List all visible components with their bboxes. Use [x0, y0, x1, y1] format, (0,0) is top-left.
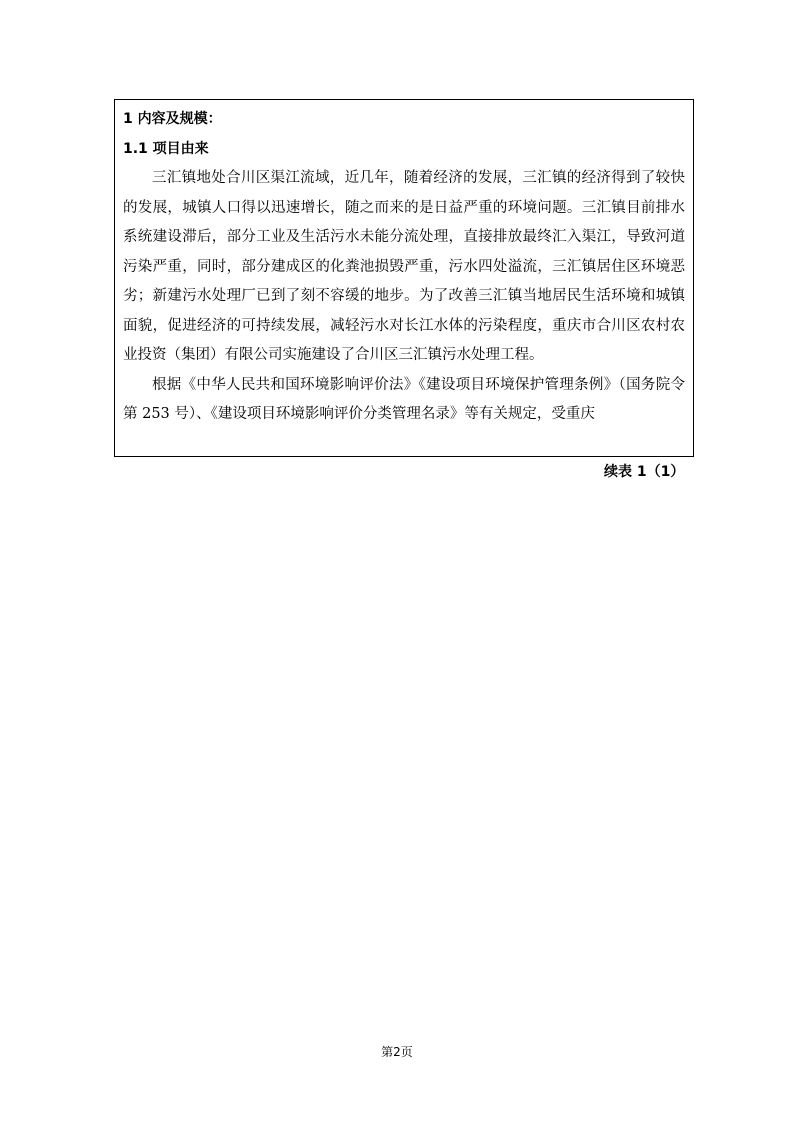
continued-table-label: 续表 1（1） — [604, 464, 685, 480]
body-paragraph: 三汇镇地处合川区渠江流域，近几年，随着经济的发展，三汇镇的经济得到了较快的发展，城镇人口得以迅速增长，随之而来的是日益严重的环境问题。三汇镇目前排水系统建设滞后，部分工业及生活污水未能分流处理，直接排放最终汇入渠江，导致河道污染严重，同时，部分建成区的化粪池损毁严重，污水四处溢流，三汇镇居住区环境恶劣；新建污水处理厂已到了刻不容缓的地步。为了改善三汇镇当地居民生活环境和城镇面貌，促进经济的可持续发展，减轻污水对长江水体的污染程度，重庆市合川区农村农业投资（集团）有限公司实施建设了合川区三汇镇污水处理工程。 — [123, 170, 685, 363]
content-table-cell — [114, 99, 694, 457]
section-heading: 1 内容及规模： — [123, 111, 222, 127]
subsection-heading: 1.1 项目由来 — [123, 141, 209, 157]
page-number: 第2页 — [381, 1045, 413, 1059]
body-paragraph: 根据《中华人民共和国环境影响评价法》《建设项目环境保护管理条例》（国务院令第 253 号）、《建设项目环境影响评价分类管理名录》等有关规定，受重庆 — [123, 376, 685, 422]
